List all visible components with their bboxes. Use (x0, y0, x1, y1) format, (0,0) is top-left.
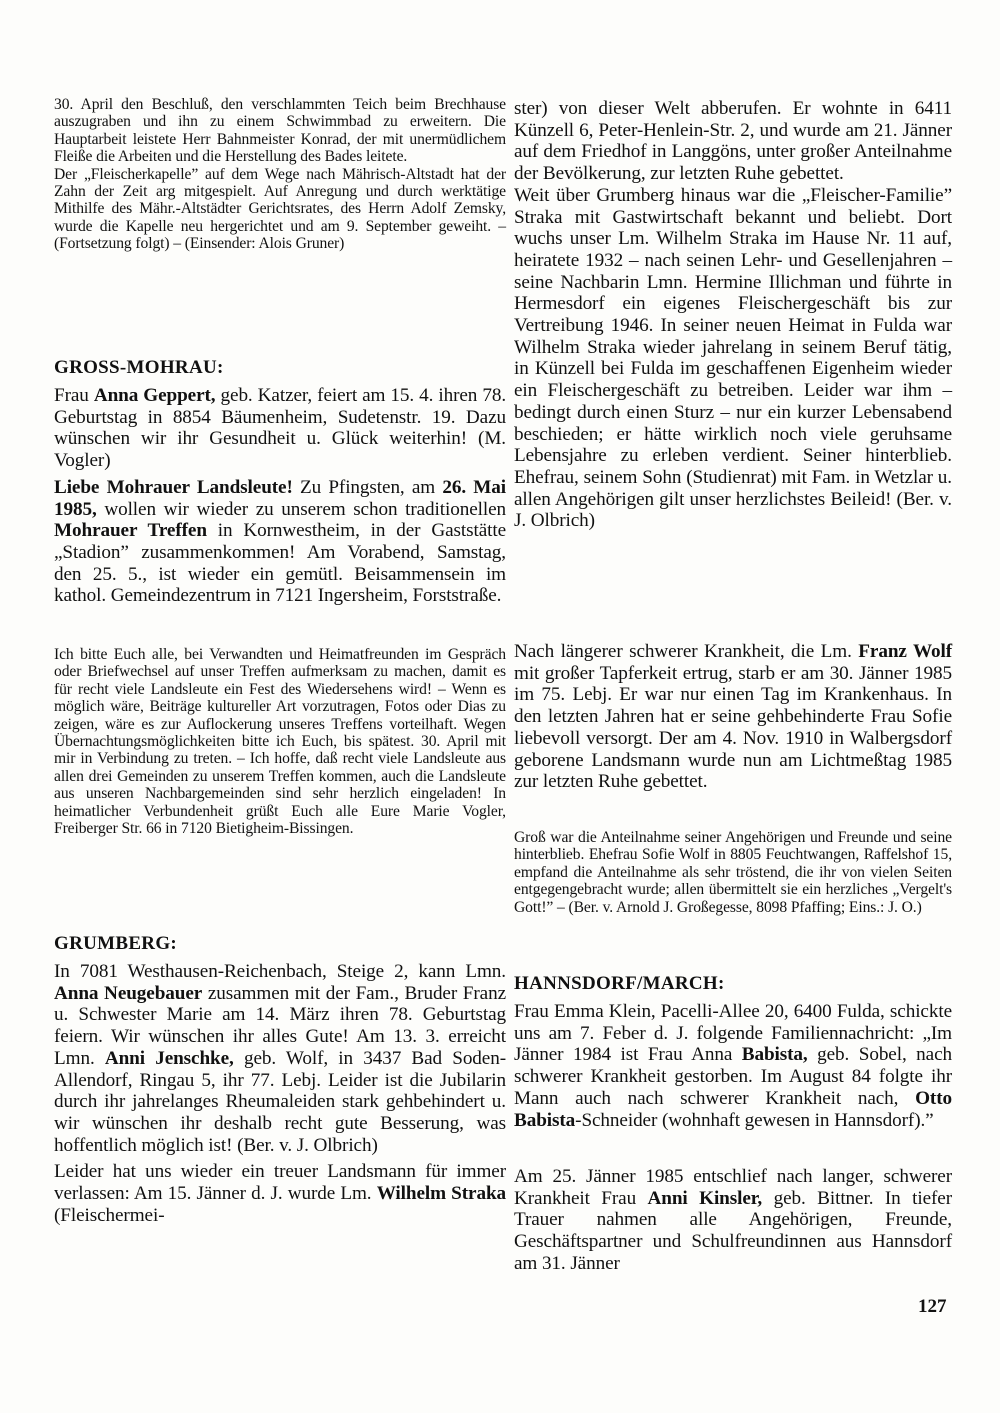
paragraph (54, 961, 506, 1156)
text-run: Weit über Grumberg hinaus war die „Fleischer-Familie” Straka mit Gastwirtschaft bekannt und beliebt. Dort wuchs unser Lm. Wilhelm Straka im Hause Nr. 11 auf, heiratete 1932 – nach seinen Lehr- und Gesellenjahren – seine Nachbarin Lmn. Hermine Illichman und führte in Hermesdorf ein eigenes Fleischergeschäft bis zur Vertreibung 1946. In seiner neuen Heimat in Fulda war Wilhelm Straka wieder jahrelang in seinem Beruf tätig, in Künzell bei Fulda im geschaffenen Eigenheim wieder ein Fleischergeschäft zu betreiben. Leider war ihm – bedingt durch einen Sturz – nur ein kurzer Lebensabend beschieden; er hätte wirklich noch viele geruhsame Lebensjahre zu erleben verdient. Seiner hinterblieb. Ehefrau, seinem Sohn (Studienrat) mit Fam. in Wetzlar u. allen Angehörigen gilt unser herzlichstes Beileid! (Ber. v. J. Olbrich) (514, 184, 952, 532)
text-run: Ich bitte Euch alle, bei Verwandten und Heimatfreunden im Gespräch oder Briefwechsel auf unser Treffen aufmerksam zu machen, damit es für recht viele Landsleute ein Fest des Wiedersehens wird! – Wenn es möglich wäre, Beiträge kultureller Art vorzutragen, Fotos oder Dias zu zeigen, wäre es zur Auflockerung unseres Treffens vorteilhaft. Wegen Übernachtungsmöglichkeiten bitte ich Euch, bis spätest. 30. April mit mir in Verbindung zu treten. – Ich hoffe, daß recht viele Landsleute aus allen drei Gemeinden zu unserem Treffen kommen, auch die Landsleute aus unseren Nachbargemeinden sind sehr herzlich eingeladen! In heimatlicher Verbundenheit grüßt Euch alle Eure Marie Vogler, Freiberger Str. 66 in 7120 Bietigheim-Bissingen. (54, 646, 506, 838)
section-wolf-thanks (514, 829, 952, 916)
text-run: wollen wir wieder zu unserem schon traditionellen (96, 498, 506, 520)
paragraph (514, 1166, 952, 1275)
text-run: Nach längerer schwerer Krankheit, die Lm. (514, 641, 859, 662)
section-heading-grumberg: GRUMBERG: (54, 933, 178, 954)
text-run: In 7081 Westhausen-Reichenbach, Steige 2, kann Lmn. (54, 961, 506, 982)
text-run: Zu Pfingsten, am (292, 476, 443, 498)
bold-name: Anni Kinsler, (647, 1187, 763, 1209)
section-wolf-obituary (514, 641, 952, 793)
section-gross-mohrau-letter (54, 646, 506, 837)
text-run: ster) von dieser Welt abberufen. Er wohnte in 6411 Künzell 6, Peter-Henlein-Str. 2, und wurde am 21. Jänner auf dem Friedhof in Langgöns, unter großer Anteilnahme der Bevölkerung, zur letzten Ruhe gebettet. (514, 98, 952, 185)
bold-name: Babista, (741, 1044, 808, 1066)
text-run: in Kornwestheim, in der Gaststätte „Stadion” zusammenkommen! Am Vorabend, Samstag, den 25. 5., ist wieder ein gemütl. Beisammensein im kathol. Gemeindezentrum in 7121 Ingersheim, Forststraße. (54, 520, 507, 607)
bold-name: Anna Neugebauer (54, 982, 203, 1004)
page-number: 127 (918, 1296, 947, 1317)
text-run: Frau (54, 385, 94, 406)
article-intro (54, 96, 506, 253)
paragraph (54, 96, 506, 166)
text-run: 30. April den Beschluß, den verschlammten Teich beim Brechhause auszugraben und ihn zu einem Schwimmbad zu erweitern. Die Hauptarbeit leistete Herr Bahnmeister Konrad, der mit unermüdlichem Fleiße die Arbeiten und die Herstellung des Bades leitete. (54, 96, 506, 166)
paragraph (54, 1161, 506, 1226)
paragraph (54, 477, 506, 607)
paragraph (514, 641, 952, 793)
text-run: Frau Emma Klein, Pacelli-Allee 20, 6400 Fulda, schickte uns am 7. Feber d. J. folgende Familiennachricht: „Im Jänner 1984 ist Frau Anna (514, 1001, 952, 1066)
bold-name: Mohrauer Treffen (54, 520, 207, 542)
bold-name: Anni Jenschke, (104, 1047, 234, 1069)
section-grumberg (54, 961, 506, 1226)
section-gross-mohrau (54, 385, 506, 607)
section-heading-gross-mohrau: GROSS-MOHRAU: (54, 357, 224, 378)
text-run: geb. Katzer, feiert am 15. 4. ihren 78. Geburtstag in 8854 Bäumenheim, Sudetenstr. 19. Dazu wünschen wir ihr Gesundheit u. Glück weiterhin! (M. Vogler) (54, 385, 507, 472)
text-run: Der „Fleischerkapelle” auf dem Wege nach Mährisch-Altstadt hat der Zahn der Zeit arg mitgespielt. Auf Anregung und durch werktätige Mithilfe des Mähr.-Altstädter Gerichtsrates, des Herrn Adolf Zemsky, wurde die Kapelle neu hergerichtet und am 9. September geweiht. – (Fortsetzung folgt) – (Einsender: Alois Gruner) (54, 165, 506, 253)
text-run: Am 25. Jänner 1985 entschlief nach langer, schwerer Krankheit Frau (514, 1166, 952, 1209)
text-run: (Fleischermei- (54, 1204, 165, 1226)
bold-name: Wilhelm Straka (376, 1183, 507, 1205)
paragraph (514, 829, 952, 916)
text-run: Leider hat uns wieder ein treuer Landsmann für immer verlassen: Am 15. Jänner d. J. wurde Lm. (54, 1161, 506, 1205)
text-run: mit großer Tapferkeit ertrug, starb er am 30. Jänner 1985 im 75. Lebj. Er war nur einen Tag im Krankenhaus. In den letzten Jahren hat er seine gehbehinderte Frau Sofie liebevoll versorgt. Der am 4. Nov. 1910 in Walbergsdorf geborene Landsmann wurde nun am Lichtmeßtag 1985 zur letzten Ruhe gebettet. (514, 662, 952, 793)
paragraph (514, 185, 952, 532)
bold-name: Anna Geppert, (93, 385, 216, 406)
paragraph (514, 1001, 952, 1131)
text-run: geb. Wolf, in 3437 Bad Soden-Allendorf, Ringau 5, ihr 77. Lebj. Leider ist die Jubilarin durch ihr jahrelanges Rheumaleiden stark gehbehindert u. wir wünschen ihr deshalb recht gute Besserung, was hoffentlich möglich ist! (Ber. v. J. Olbrich) (54, 1047, 507, 1156)
section-kinsler-obituary (514, 1166, 952, 1275)
text-run: zusammen mit der Fam., Bruder Franz u. Schwester Marie am 14. März ihren 78. Geburtstag feiern. Wir wünschen ihr alles Gute! Am 13. 3. erreicht Lmn. (54, 982, 506, 1069)
text-run: geb. Sobel, nach schwerer Krankheit gestorben. Im August 84 folgte ihr Mann auch nach schwerer Krankheit nach, (514, 1044, 952, 1109)
paragraph (54, 166, 506, 253)
bold-name: Franz Wolf (858, 641, 952, 662)
text-run: -Schneider (wohnhaft gewesen in Hannsdorf).” (575, 1109, 934, 1131)
bold-name: Liebe Mohrauer Landsleute! (54, 476, 293, 498)
paragraph (514, 98, 952, 185)
bold-name: 26. Mai 1985, (54, 476, 506, 520)
section-hannsdorf (514, 1001, 952, 1131)
paragraph (54, 385, 506, 472)
paragraph (54, 646, 506, 837)
bold-name: Otto Babista (514, 1087, 952, 1131)
section-heading-hannsdorf: HANNSDORF/MARCH: (514, 973, 725, 994)
text-run: Groß war die Anteilnahme seiner Angehörigen und Freunde und seine hinterblieb. Ehefrau Sofie Wolf in 8805 Feuchtwangen, Raffelshof 15, empfand die Anteilnahme als sehr tröstend, die ihr von vielen Seiten entgegengebracht wurde; allen übermittelt sie ein herzliches „Vergelt's Gott!” – (Ber. v. Arnold J. Großegesse, 8098 Pfaffing; Eins.: J. O.) (514, 829, 952, 916)
section-straka-obituary (514, 98, 952, 532)
text-run: geb. Bittner. In tiefer Trauer nahmen alle Angehörigen, Freunde, Geschäftspartner und Schulfreundinnen aus Hannsdorf am 31. Jänner (514, 1187, 952, 1274)
